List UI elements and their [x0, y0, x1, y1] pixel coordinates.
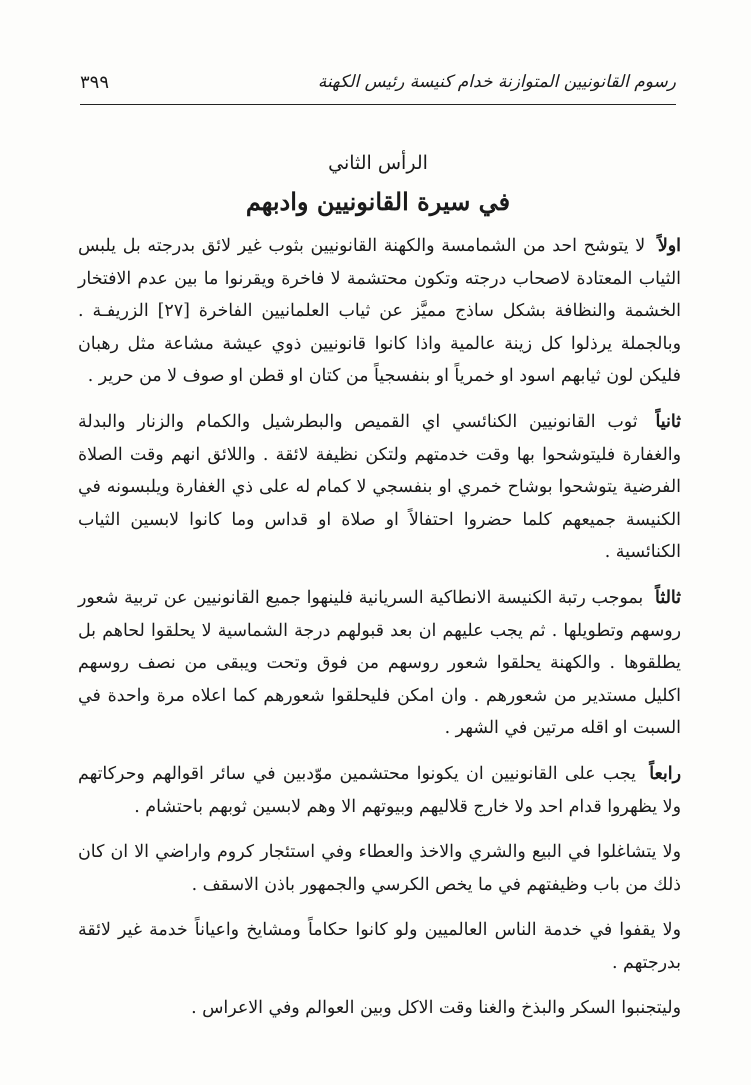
paragraph-service-rule [78, 914, 681, 979]
paragraph-trade-rule [78, 836, 681, 901]
page-number: ٣٩٩ [80, 72, 110, 93]
running-title: رسوم القانونيين المتوازنة خدام كنيسة رئيس الكهنة [317, 72, 676, 92]
paragraph-first [78, 230, 681, 393]
paragraph-third [78, 582, 681, 745]
chapter-title: في سيرة القانونيين وادبهم [245, 187, 511, 216]
paragraph-ordinal: ثانياً [655, 411, 681, 432]
body-text [78, 230, 681, 1038]
chapter-heading [80, 148, 676, 224]
paragraph-text: ولا يقفوا في خدمة الناس العالميين ولو كانوا حكاماً ومشايخ واعياناً خدمة غير لائقة بدرجتهم . [78, 920, 681, 973]
paragraph-fourth [78, 758, 681, 823]
paragraph-text: لا يتوشح احد من الشمامسة والكهنة القانونيين بثوب غير لائق بدرجته بل يلبس الثياب المعتادة لاصحاب درجته وتكون محتشمة لا فاخرة ويقرنوا ما بين عدم الافتخار الخشمة والنظافة بشكل ساذج مميَّز عن ثياب العلمانيين الفاخرة [٢٧] الزريفـة . وبالجملة يرذلوا كل زينة عالمية واذا كانوا قانونيين ذوي عيشة مشاعة مثل رهبان فليكن لون ثيابهم اسود او خمرياً او بنفسجياً من كتان او قطن او صوف لا من حرير . [78, 236, 681, 387]
paragraph-text: يجب على القانونيين ان يكونوا محتشمين موّدبين في سائر اقوالهم وحركاتهم ولا يظهروا قدام احد ولا خارج قلاليهم وبيوتهم الا وهم لابسين ثوبهم باحتشام . [78, 763, 681, 817]
paragraph-ordinal: ثالثاً [655, 587, 682, 608]
paragraph-text: بموجب رتبة الكنيسة الانطاكية السريانية فلينهوا جميع القانونيين عن تربية شعور روسهم وتطويلها . ثم يجب عليهم ان بعد قبولهم درجة الشماسية لا يحلقوا لحاهم بل يطلقوها . والكهنة يحلقوا شعور روسهم من فوق وتحت ويبقى من نصف روسهم اكليل مستدير من شعورهم . وان امكن فليحلقوا شعورهم كما اعلاه مرة واحدة في السبت او اقله مرتين في الشهر . [78, 587, 682, 739]
paragraph-text: ولا يتشاغلوا في البيع والشري والاخذ والعطاء وفي استئجار كروم واراضي الا ان كان ذلك من باب وظيفتهم في ما يخص الكرسي والجمهور باذن الاسقف . [78, 842, 681, 895]
paragraph-text: ثوب القانونيين الكنائسي اي القميص والبطرشيل والكمام والزنار والبدلة والغفارة فليتوشحوا بها وقت خدمتهم ولتكن نظيفة لائقة . واللائق انهم وقت الصلاة الفرضية يتوشحوا بوشاح خمري او بنفسجي لا كمام له على ذي الغفارة ويلبسونه في الكنيسة جميعهم كلما حضروا احتفالاً او صلاة او قداس وما كانوا لابسين الثياب الكنائسية . [78, 411, 681, 563]
chapter-label: الرأس الثاني [328, 152, 428, 174]
paragraph-conduct-rule [78, 992, 681, 1025]
paragraph-text: وليتجنبوا السكر والبذخ والغنا وقت الاكل وبين العوالم وفي الاعراس . [191, 998, 681, 1019]
paragraph-ordinal: رابعاً [649, 763, 681, 784]
paragraph-second [78, 406, 681, 569]
page-header [80, 64, 676, 105]
paragraph-ordinal: اولاً [657, 236, 681, 256]
